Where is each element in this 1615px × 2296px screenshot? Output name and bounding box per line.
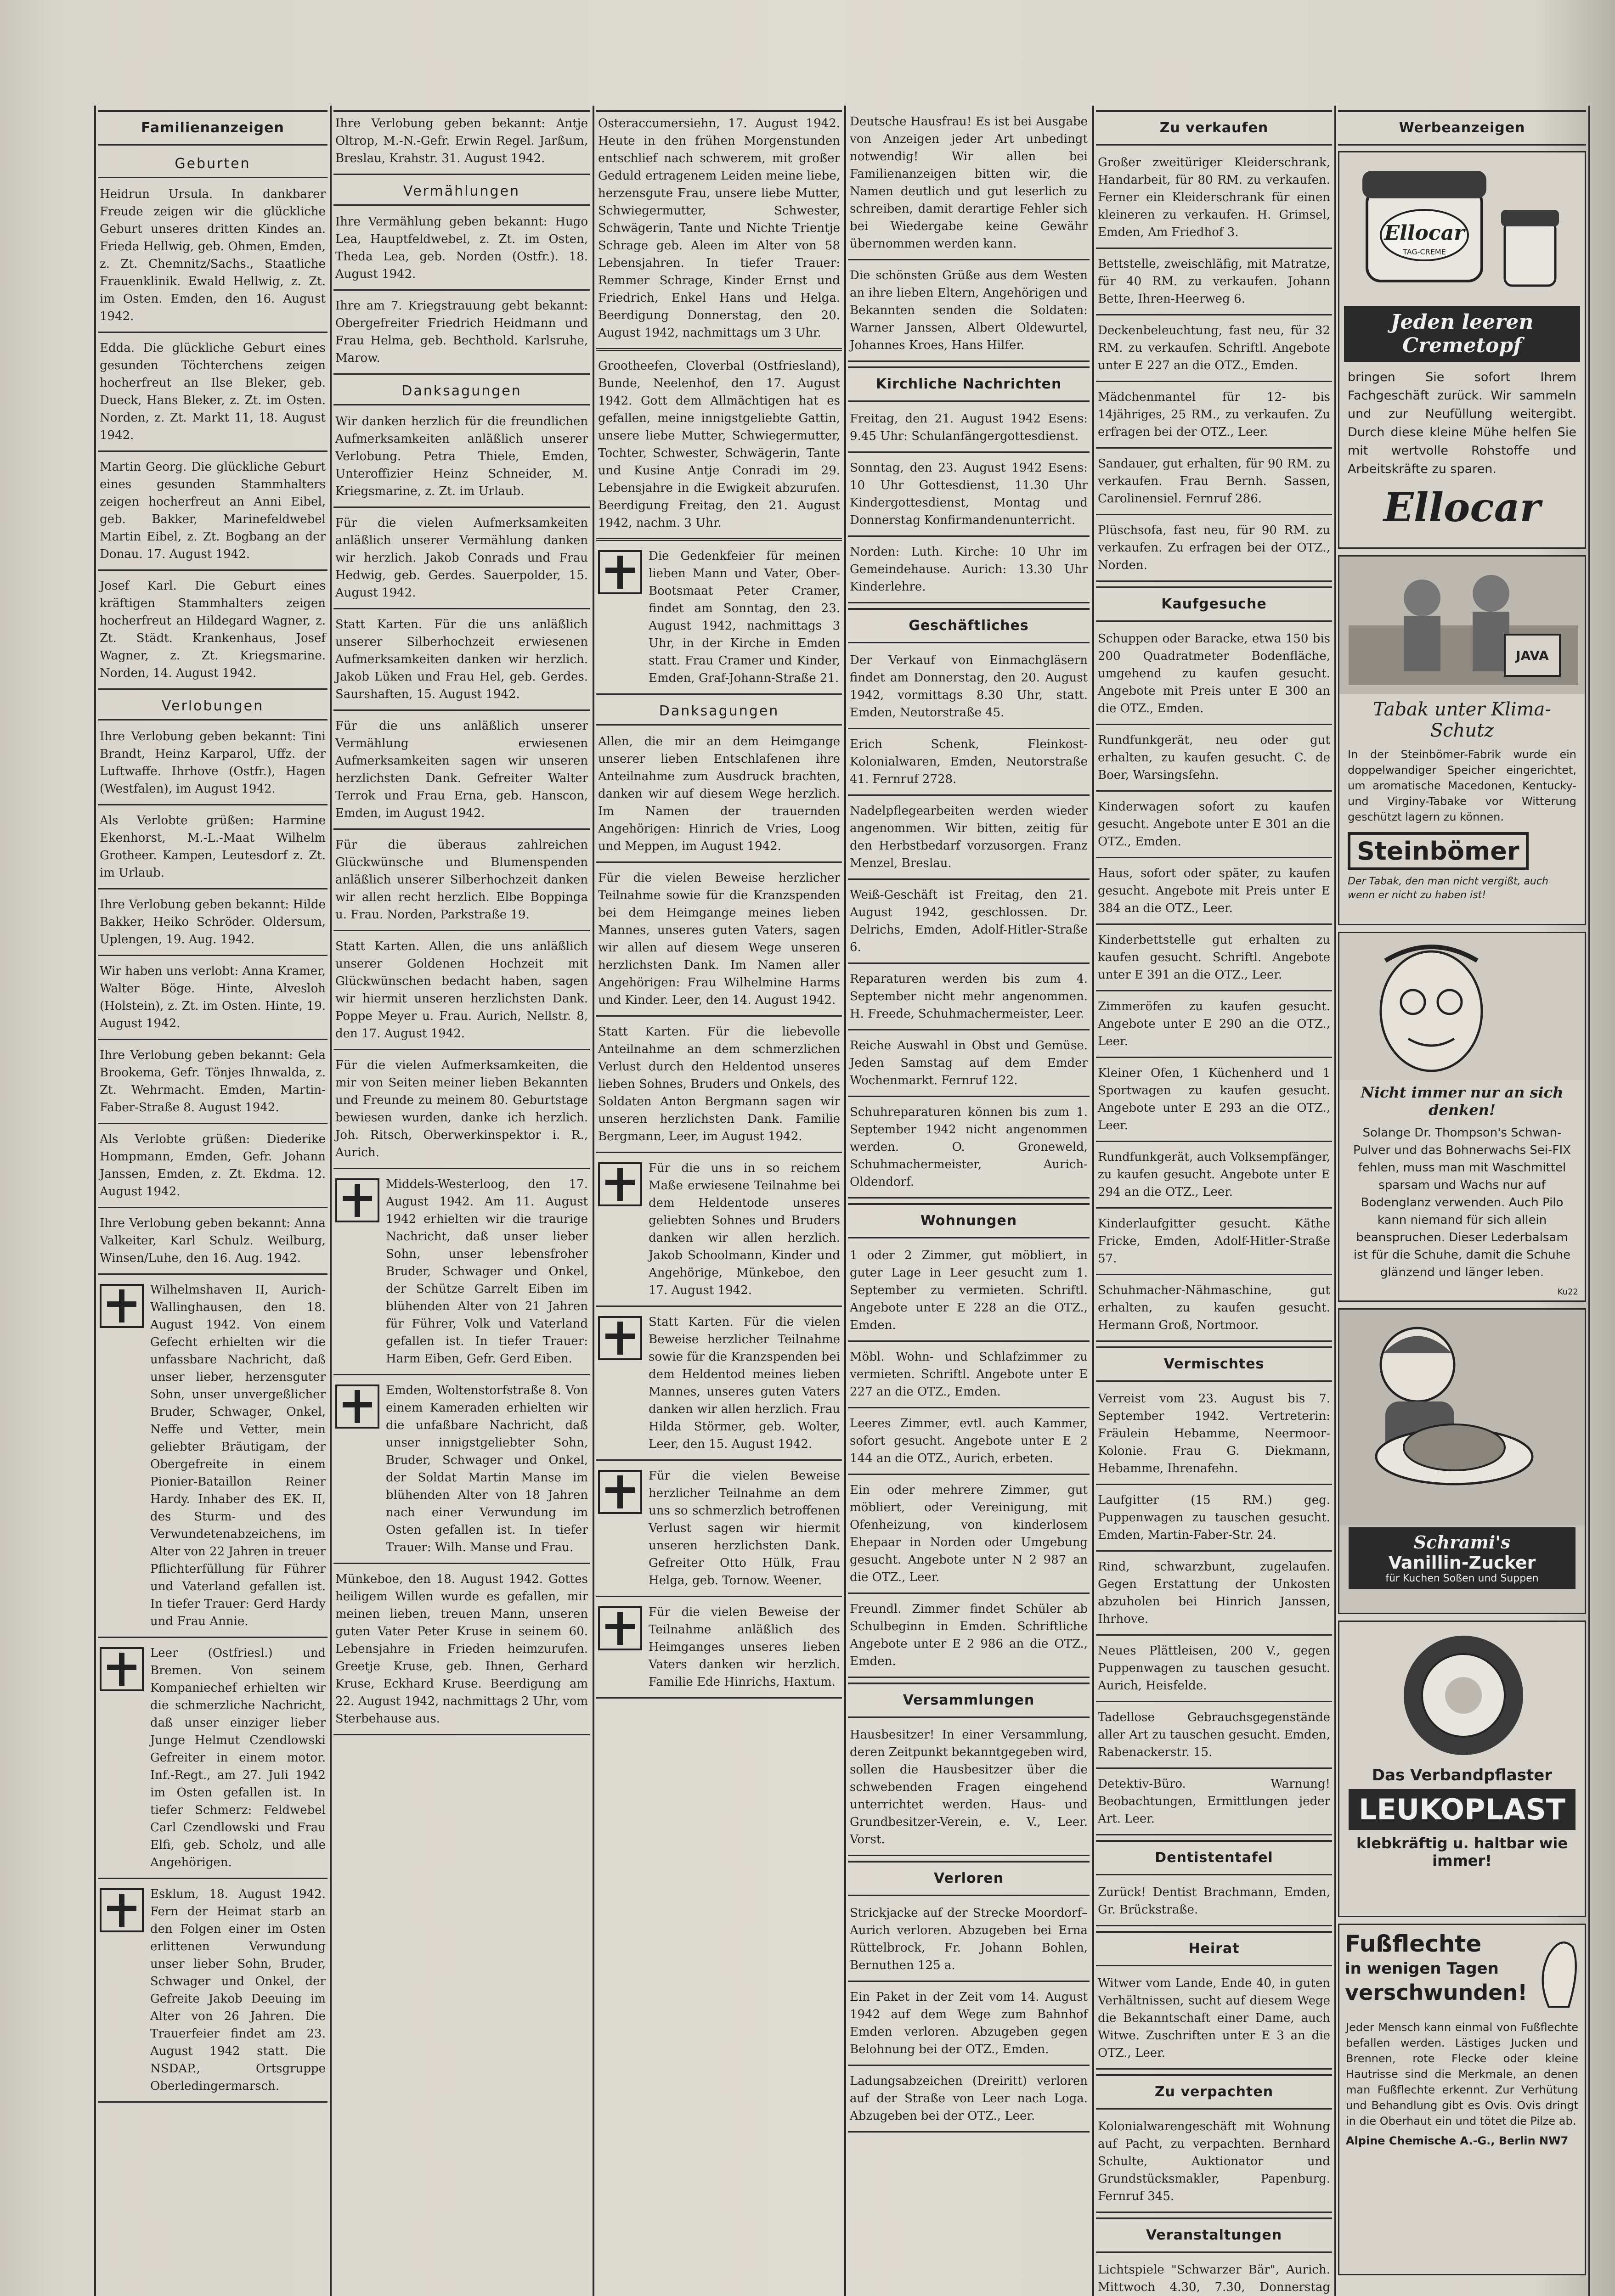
thanks-notice: Allen, die mir an dem Heimgange unserer lieben Entschlafenen ihre Anteilnahme zum Ausdruck brachten, danken wir auf diesem Wege herzlich. Im Namen der trauernden Angehörigen: Hinrich de Vries, Loog und Meppen, im August 1942. xyxy=(596,730,842,863)
thanks-notice xyxy=(596,1157,842,1307)
business-ad: Erich Schenk, Fleinkost-Kolonialwaren, Emden, Neutorstraße 41. Fernruf 2728. xyxy=(848,733,1090,796)
thanks-notice: Statt Karten. Allen, die uns anläßlich unserer Goldenen Hochzeit mit Glückwünschen bedacht haben, sagen wir hiermit unseren herzlichsten Dank. Poppe Meyer u. Frau. Aurich, Nellstr. 8, den 17. August 1942. xyxy=(333,935,590,1050)
thanks-notice xyxy=(596,1601,842,1699)
business-ad: Der Verkauf von Einmachgläsern findet am Donnerstag, den 20. August 1942, vormittags 8.30 Uhr, statt. Emden, Neutorstraße 45. xyxy=(848,649,1090,729)
column-church-business xyxy=(848,106,1090,2296)
ellocar-logo: Ellocar xyxy=(1383,484,1541,531)
thanks-notice: Statt Karten. Für die uns anläßlich unserer Silberhochzeit erwiesenen Aufmerksamkeiten danken wir herzlich. Jakob Lüken und Frau Hel, geb. Gerdes. Saurshaften, 15. August 1942. xyxy=(333,613,590,711)
section-header-ads: Werbeanzeigen xyxy=(1338,110,1586,146)
notice: Deutsche Hausfrau! Es ist bei Ausgabe von Anzeigen jeder Art unbedingt notwendig! Wir allen bei Familienanzeigen bitten wir, die Namen deutlich und gut leserlich zu schreiben, damit derartige Fehler sich bei Wiedergabe keine Gewähr übernommen werden kann. xyxy=(848,110,1090,260)
housing-ad: Freundl. Zimmer findet Schüler ab Schulbeginn in Emden. Schriftliche Angebote unter E 2 986 an die OTZ., Emden. xyxy=(848,1598,1090,1678)
housing-ad: 1 oder 2 Zimmer, gut möbliert, in guter Lage in Leer gesucht zum 1. September zu vermieten. Schriftl. Angebote unter E 228 an die OTZ., Emden. xyxy=(848,1244,1090,1342)
iron-cross-icon xyxy=(598,1162,642,1206)
leuko-tag: klebkräftig u. haltbar wie immer! xyxy=(1356,1835,1568,1869)
thanks-notice xyxy=(596,1464,842,1597)
lost-notice: Ladungsabzeichen (Dreiritt) verloren auf der Straße von Leer nach Loga. Abzugeben bei der OTZ., Leer. xyxy=(848,2070,1090,2133)
iron-cross-icon xyxy=(335,1384,379,1429)
birth-notice: Martin Georg. Die glückliche Geburt eines gesunden Stammhalters zeigen hocherfreut an Anni Eibel, geb. Bakker, Marinefeldwebel Martin Eibel, z. Zt. Bogbang an der Donau. 17. August 1942. xyxy=(98,456,328,571)
event-ad: Lichtspiele "Schwarzer Bär", Aurich. Mittwoch 4.30, 7.30, Donnerstag xyxy=(1096,2258,1332,2296)
lost-notice: Strickjacke auf der Strecke Moordorf–Aurich verloren. Abzugeben bei Erna Rüttelbrock, Fr. Johann Bohlen, Bernuthen 125 a. xyxy=(848,1902,1090,1982)
engagement-notice: Als Verlobte grüßen: Harmine Ekenhorst, M.-L.-Maat Wilhelm Grotheer. Kampen, Leutesdorf z. Zt. im Urlaub. xyxy=(98,809,328,889)
vanillin-name: Vanillin-Zucker xyxy=(1388,1553,1536,1573)
iron-cross-icon xyxy=(100,1647,144,1691)
engagement-notice: Als Verlobte grüßen: Diederike Hompmann, Emden, Gefr. Johann Janssen, Emden, z. Zt. Ekdma. 12. August 1942. xyxy=(98,1128,328,1208)
memorial-notice-text: Die Gedenkfeier für meinen lieben Mann und Vater, Ober-Bootsmaat Peter Cramer, findet am Sonntag, den 23. August 1942, nachmittags 3 Uhr, in der Kirche in Emden statt. Frau Cramer und Kinder, Emden, Graf-Johann-Straße 21. xyxy=(649,549,840,685)
iron-cross-icon xyxy=(598,1606,642,1650)
misc-ad: Rind, schwarzbunt, zugelaufen. Gegen Erstattung der Unkosten abzuholen bei Hinrich Janssen, Ihrhove. xyxy=(1096,1555,1332,1636)
section-header-lease: Zu verpachten xyxy=(1096,2074,1332,2110)
thanks-notice-text: Für die vielen Beweise herzlicher Teilnahme an dem uns so schmerzlich betroffenen Verlust sagen wir hiermit unseren herzlichsten Dank. Gefreiter Otto Hülk, Frau Helga, geb. Tornow. Weener. xyxy=(649,1469,840,1587)
vanillin-sub: für Kuchen Soßen und Suppen xyxy=(1385,1573,1539,1584)
column-deaths-thanks xyxy=(596,106,842,2296)
death-notice: Grootheefen, Cloverbal (Ostfriesland), Bunde, Neelenhof, den 17. August 1942. Gott dem Allmächtigen hat es gefallen, meine innigstgeliebte Gattin, unsere liebe Mutter, Schwiegermutter, Tochter, Schwester, Schwägerin, Tante und Kusine Antje Conradi im 29. Lebensjahre in die Ewigkeit abzurufen. Beerdigung Freitag, den 21. August 1942, nachm. 3 Uhr. xyxy=(596,355,842,541)
vanillin-label xyxy=(1349,1527,1575,1589)
death-notice-text: Esklum, 18. August 1942. Fern der Heimat starb an den Folgen einer im Osten erlittenen Verwundung unser lieber Sohn, Bruder, Schwager und Onkel, der Gefreite Jakob Deeuing im Alter von 26 Jahren. Die Trauerfeier findet am 23. August 1942 statt. Die NSDAP., Ortsgruppe Oberledingermarsch. xyxy=(150,1887,326,2093)
thanks-notice: Für die vielen Aufmerksamkeiten anläßlich unserer Vermählung danken wir herzlich. Jakob Conrads und Frau Hedwig, geb. Gerdes. Sauerpolder, 15. August 1942. xyxy=(333,512,590,609)
notice: Die schönsten Grüße aus dem Westen an ihre lieben Eltern, Angehörigen und Bekannten senden die Soldaten: Warner Janssen, Albert Oldewurtel, Johannes Kroes, Hans Hilfer. xyxy=(848,264,1090,362)
subsection-weddings: Vermählungen xyxy=(333,179,590,206)
wedding-notice: Ihre am 7. Kriegstrauung gebt bekannt: Obergefreiter Friedrich Heidmann und Frau Helma, geb. Bechthold. Karlsruhe, Marow. xyxy=(333,294,590,375)
column-rule xyxy=(330,106,332,2296)
buy-ad: Kleiner Ofen, 1 Küchenherd und 1 Sportwagen zu kaufen gesucht. Angebote unter E 293 an die OTZ., Leer. xyxy=(1096,1062,1332,1142)
ellocar-body: bringen Sie sofort Ihrem Fachgeschäft zurück. Wir sammeln und zur Neufüllung weitergibt. Durch diese kleine Mühe helfen Sie mit wertvolle Rohstoffe und Arbeitskräfte zu sparen. xyxy=(1348,370,1576,476)
java-label: JAVA xyxy=(1516,648,1549,663)
subsection-births: Geburten xyxy=(98,151,328,178)
death-notice xyxy=(98,1642,328,1879)
buy-ad: Zimmeröfen zu kaufen gesucht. Angebote unter E 290 an die OTZ., Leer. xyxy=(1096,995,1332,1058)
business-ad: Nadelpflegearbeiten werden wieder angenommen. Wir bitten, zeitig für den Herbstbedarf vorzusorgen. Franz Menzel, Breslau. xyxy=(848,799,1090,880)
tabak-slogan: Der Tabak, den man nicht vergißt, auch wenn er nicht zu haben ist! xyxy=(1348,876,1548,901)
sell-ad: Sandauer, gut erhalten, für 90 RM. zu verkaufen. Frau Bernh. Sassen, Carolinensiel. Fernruf 286. xyxy=(1096,452,1332,515)
subsection-thanks: Danksagungen xyxy=(333,378,590,405)
death-notice: Münkeboe, den 18. August 1942. Gottes heiligem Willen wurde es gefallen, mir meinen lieben, treuen Mann, unseren guten Vater Peter Kruse in seinem 60. Lebensjahre in Frieden heimzurufen. Greetje Kruse, geb. Ihnen, Gerhard Kruse, Eckhard Kruse. Beerdigung am 22. August 1942, nachmittags 2 Uhr, vom Sterbehause aus. xyxy=(333,1568,590,1735)
column-rule xyxy=(94,106,96,2296)
thanks-notice: Für die vielen Aufmerksamkeiten, die mir von Seiten meiner lieben Bekannten und Freunde zu meinem 80. Geburtstage bewiesen wurden, danke ich herzlich. Joh. Ritsch, Oberwerkinspektor i. R., Aurich. xyxy=(333,1054,590,1169)
sell-ad: Großer zweitüriger Kleiderschrank, Handarbeit, für 80 RM. zu verkaufen. Ferner ein Kleiderschrank für einen kleineren zu verkaufen. H. Grimsel, Emden, Am Friedhof 3. xyxy=(1096,151,1332,249)
buy-ad: Kinderbettstelle gut erhalten zu kaufen gesucht. Schriftl. Angebote unter E 391 an die OTZ., Leer. xyxy=(1096,929,1332,991)
iron-cross-icon xyxy=(598,550,642,594)
sell-ad: Plüschsofa, fast neu, für 90 RM. zu verkaufen. Zu erfragen bei der OTZ., Norden. xyxy=(1096,519,1332,582)
wedding-notice: Ihre Vermählung geben bekannt: Hugo Lea, Hauptfeldwebel, z. Zt. im Osten, Theda Lea, geb. Norden (Ostfr.). 18. August 1942. xyxy=(333,210,590,291)
thanks-notice: Statt Karten. Für die liebevolle Anteilnahme an dem schmerzlichen Verlust durch den Heldentod unseres lieben Sohnes, Bruders und Onkels, des Soldaten Anton Bergmann sagen wir unseren herzlichsten Dank. Familie Bergmann, Leer, im August 1942. xyxy=(596,1020,842,1153)
misc-ad: Verreist vom 23. August bis 7. September 1942. Vertreterin: Fräulein Hebamme, Neermoor-Kolonie. Frau G. Diekmann, Hebamme, Ihrenafehn. xyxy=(1096,1387,1332,1485)
engagement-notice: Ihre Verlobung geben bekannt: Antje Oltrop, M.-N.-Gefr. Erwin Regel. Jarßum, Breslau, Krahstr. 31. August 1942. xyxy=(333,110,590,175)
subsection-thanks: Danksagungen xyxy=(596,698,842,726)
section-header-marriage: Heirat xyxy=(1096,1931,1332,1966)
engagement-notice: Ihre Verlobung geben bekannt: Tini Brandt, Heinz Karparol, Uffz. der Luftwaffe. Ihrhove (Ostfr.), Hagen (Westfalen), im August 1942. xyxy=(98,725,328,805)
section-header-dentist: Dentistentafel xyxy=(1096,1840,1332,1875)
steinboemer-ad xyxy=(1338,555,1586,925)
buy-ad: Kinderwagen sofort zu kaufen gesucht. Angebote unter E 301 an die OTZ., Emden. xyxy=(1096,795,1332,858)
steinboemer-logo: Steinbömer xyxy=(1348,832,1529,870)
cream-jar-icon xyxy=(1339,152,1586,304)
fuss-body: Jeder Mensch kann einmal von Fußflechte befallen werden. Lästiges Jucken und Brennen, rote Flecke oder kleine Hautrisse sind die Merkmale, an denen man Fußflechte erkennt. Zur Verhütung und Behandlung gibt es Ovis. Ovis dringt in die Oberhaut ein und tötet die Pilze ab. xyxy=(1346,2021,1578,2127)
schwan-headline: Nicht immer nur an sich denken! xyxy=(1361,1084,1564,1119)
thanks-notice-text: Statt Karten. Für die vielen Beweise herzlicher Teilnahme sowie für die Kranzspenden bei dem Heldentod meines lieben Mannes, unseres guten Vaters danken wir allen herzlich. Frau Hilda Störmer, geb. Wolter, Leer, den 15. August 1942. xyxy=(649,1315,840,1451)
thanks-notice: Für die uns anläßlich unserer Vermählung erwiesenen Aufmerksamkeiten sagen wir unseren herzlichsten Dank. Gefreiter Walter Terrok und Frau Erna, geb. Hanscon, Emden, im August 1942. xyxy=(333,715,590,830)
engagement-notice: Wir haben uns verlobt: Anna Kramer, Walter Böge. Hinte, Alvesloh (Holstein), z. Zt. im Osten. Hinte, 19. August 1942. xyxy=(98,960,328,1040)
birth-notice: Edda. Die glückliche Geburt eines gesunden Töchterchens zeigen hocherfreut an Ilse Bleker, geb. Dueck, Hans Bleker, z. Zt. im Osten. Norden, z. Zt. Markt 11, 18. August 1942. xyxy=(98,337,328,452)
thanks-notice: Wir danken herzlich für die freundlichen Aufmerksamkeiten anläßlich unserer Verlobung. Petra Thiele, Emden, Unteroffizier Heinz Schneider, M. Kriegsmarine, z. Zt. im Urlaub. xyxy=(333,410,590,508)
death-notice xyxy=(333,1379,590,1564)
buy-ad: Schuppen oder Baracke, etwa 150 bis 200 Quadratmeter Bodenfläche, umgehend zu kaufen gesucht. Angebote mit Preis unter E 300 an die OTZ., Emden. xyxy=(1096,627,1332,725)
schwan-code: Ku22 xyxy=(1557,1287,1578,1297)
death-notice-text: Wilhelmshaven II, Aurich-Wallinghausen, den 18. August 1942. Von einem Gefecht erhielten wir die unfassbare Nachricht, daß unser lieber, herzensguter Sohn, unser unvergeßlicher Bruder, Schwager, Onkel, Neffe und Vetter, mein geliebter Bräutigam, der Obergefreite in einem Pionier-Bataillon Reiner Hardy. Inhaber des EK. II, des Sturm- und des Verwundetenabzeichens, im Alter von 22 Jahren in treuer Pflichterfüllung für Führer und Vaterland gefallen ist. In tiefer Trauer: Gerd Hardy und Frau Annie. xyxy=(150,1283,326,1628)
ovis-fussflechte-ad xyxy=(1338,1924,1586,2275)
subsection-engagements: Verlobungen xyxy=(98,693,328,720)
column-display-ads xyxy=(1338,106,1586,2296)
thanks-notice: Für die vielen Beweise herzlicher Teilnahme sowie für die Kranzspenden bei dem Heimgange meines lieben Mannes, unseres guten Vaters, sagen wir allen auf diesem Wege unseren herzlichsten Dank. Im Namen aller Angehörigen: Frau Wilhelmine Harms und Kinder. Leer, den 14. August 1942. xyxy=(596,867,842,1017)
death-notice xyxy=(98,1278,328,1638)
fuss-head3: verschwunden! xyxy=(1345,1980,1528,2005)
business-ad: Reparaturen werden bis zum 4. September nicht mehr angenommen. H. Freede, Schuhmachermeister, Leer. xyxy=(848,968,1090,1030)
thanks-notice: Für die überaus zahlreichen Glückwünsche und Blumenspenden anläßlich unserer Silberhochzeit danken wir allen recht herzlich. Elbe Boppinga u. Frau. Norden, Parkstraße 19. xyxy=(333,833,590,931)
sell-ad: Mädchenmantel für 12- bis 14jähriges, 25 RM., zu verkaufen. Zu erfragen bei der OTZ., Leer. xyxy=(1096,386,1332,449)
misc-ad: Laufgitter (15 RM.) geg. Puppenwagen zu tauschen gesucht. Emden, Martin-Faber-Str. 24. xyxy=(1096,1489,1332,1552)
leuko-brand: LEUKOPLAST xyxy=(1349,1789,1575,1830)
death-notice-text: Emden, Woltenstorfstraße 8. Von einem Kameraden erhielten wir die unfaßbare Nachricht, daß unser innigstgeliebter Sohn, Bruder, Schwager und Onkel, der Soldat Martin Manse im blühenden Alter von 18 Jahren nach einer Verwundung im Osten gefallen ist. In tiefer Trauer: Wilh. Manse und Frau. xyxy=(386,1384,588,1554)
section-header-meetings: Versammlungen xyxy=(848,1683,1090,1718)
iron-cross-icon xyxy=(598,1316,642,1360)
business-ad: Schuhreparaturen können bis zum 1. September 1942 nicht angenommen werden. O. Groneweld, Schuhmachermeister, Aurich-Oldendorf. xyxy=(848,1101,1090,1199)
business-ad: Weiß-Geschäft ist Freitag, den 21. August 1942, geschlossen. Dr. Delrichs, Emden, Adolf-Hitler-Straße 6. xyxy=(848,884,1090,964)
church-notice: Freitag, den 21. August 1942 Esens: 9.45 Uhr: Schulanfängergottesdienst. xyxy=(848,407,1090,453)
buy-ad: Rundfunkgerät, auch Volksempfänger, zu kaufen gesucht. Angebote unter E 294 an die OTZ., Leer. xyxy=(1096,1146,1332,1209)
housing-ad: Leeres Zimmer, evtl. auch Kammer, sofort gesucht. Angebote unter E 2 144 an die OTZ., Aurich, erbeten. xyxy=(848,1412,1090,1475)
column-weddings-thanks xyxy=(333,106,590,2296)
ellocar-headline: Jeden leeren Cremetopf xyxy=(1344,306,1580,362)
column-rule xyxy=(593,106,594,2296)
leuko-line: Das Verbandpflaster xyxy=(1372,1766,1553,1784)
thanks-notice-text: Für die uns in so reichem Maße erwiesene Teilnahme bei dem Heldentode unseres geliebten Sohnes und Bruders danken wir allen herzlich. Jakob Schoolmann, Kinder und Angehörige, Münkeboe, den 17. August 1942. xyxy=(649,1161,840,1297)
column-rule xyxy=(1334,106,1336,2296)
schwan-body: Solange Dr. Thompson's Schwan-Pulver und das Bohnerwachs Sei-FIX fehlen, muss man mit Waschmittel sparsam und Wachs nur auf Bodenglanz verwenden. Auch Pilo kann niemand für sich allein beanspruchen. Dieser Lederbalsam ist für die Schuhe, damit die Schuhe glänzend und länger leben. xyxy=(1353,1126,1571,1279)
misc-ad: Neues Plättleisen, 200 V., gegen Puppenwagen zu tauschen gesucht. Aurich, Heisfelde. xyxy=(1096,1639,1332,1702)
thanks-notice-text: Für die vielen Beweise der Teilnahme anläßlich des Heimganges unseres lieben Vaters danken wir herzlich. Familie Ede Hinrichs, Haxtum. xyxy=(649,1605,840,1689)
housing-ad: Möbl. Wohn- und Schlafzimmer zu vermieten. Schriftl. Angebote unter E 227 an die OTZ., Emden. xyxy=(848,1345,1090,1408)
column-rule xyxy=(1092,106,1094,2296)
schwan-pulver-ad xyxy=(1338,932,1586,1302)
sell-ad: Bettstelle, zweischläfig, mit Matratze, für 40 RM. zu verkaufen. Johann Bette, Ihren-Heerweg 6. xyxy=(1096,253,1332,315)
buy-ad: Schuhmacher-Nähmaschine, gut erhalten, zu kaufen gesucht. Hermann Groß, Nortmoor. xyxy=(1096,1279,1332,1342)
meeting-notice: Hausbesitzer! In einer Versammlung, deren Zeitpunkt bekanntgegeben wird, sollen die Hausbesitzer über die schwebenden Fragen eingehend unterrichtet werden. Haus- und Grundbesitzer-Verein, e. V., Leer. Vorst. xyxy=(848,1723,1090,1856)
church-notice: Norden: Luth. Kirche: 10 Uhr im Gemeindehause. Aurich: 13.30 Uhr Kinderlehre. xyxy=(848,540,1090,603)
fuss-headline xyxy=(1339,1925,1533,2017)
birth-notice: Heidrun Ursula. In dankbarer Freude zeigen wir die glückliche Geburt unseres dritten Kindes an. Frieda Hellwig, geb. Ohmen, Emden, z. Zt. Chemnitz/Sachs., Staatliche Frauenklinik. Ewald Hellwig, z. Zt. im Osten. Emden, den 16. August 1942. xyxy=(98,183,328,333)
iron-cross-icon xyxy=(100,1888,144,1932)
death-notice: Osteraccumersiehn, 17. August 1942. Heute in den frühen Morgenstunden entschlief nach schwerem, mit großer Geduld ertragenem Leiden meine liebe, herzensgute Frau, unsere liebe Mutter, Schwiegermutter, Schwester, Schwägerin, Tante und Nichte Trientje Schrage geb. Aleen im Alter von 58 Lebensjahren. In tiefer Trauer: Remmer Schrage, Kinder Ernst und Friedrich, Enkel Hans und Helga. Beerdigung Donnerstag, den 20. August 1942, nachmittags um 3 Uhr. xyxy=(596,110,842,351)
warehouse-illustration-icon xyxy=(1339,557,1586,694)
vanillin-zucker-ad xyxy=(1338,1308,1586,1614)
misc-ad: Detektiv-Büro. Warnung! Beobachtungen, Ermittlungen jeder Art. Leer. xyxy=(1096,1773,1332,1835)
buy-ad: Rundfunkgerät, neu oder gut erhalten, zu kaufen gesucht. C. de Boer, Warsingsfehn. xyxy=(1096,729,1332,792)
housing-ad: Ein oder mehrere Zimmer, gut möbliert, oder Vereinigung, mit Ofenheizung, von kinderlosem Ehepaar in Norden oder Umgebung gesucht. Angebote unter N 2 987 an die OTZ., Leer. xyxy=(848,1479,1090,1594)
section-header-family: Familienanzeigen xyxy=(98,110,328,146)
business-ad: Reiche Auswahl in Obst und Gemüse. Jeden Samstag auf dem Emder Wochenmarkt. Fernruf 122. xyxy=(848,1034,1090,1097)
section-header-events: Veranstaltungen xyxy=(1096,2217,1332,2253)
church-notice: Sonntag, den 23. August 1942 Esens: 10 Uhr Gottesdienst, 11.30 Uhr Kindergottesdienst, Montag und Donnerstag Konfirmandenunterricht. xyxy=(848,456,1090,537)
buy-ad: Kinderlaufgitter gesucht. Käthe Fricke, Emden, Adolf-Hitler-Straße 57. xyxy=(1096,1212,1332,1275)
iron-cross-icon xyxy=(598,1470,642,1514)
leukoplast-ad xyxy=(1338,1621,1586,1917)
fuss-company: Alpine Chemische A.-G., Berlin NW7 xyxy=(1346,2134,1569,2147)
marriage-ad: Witwer vom Lande, Ende 40, in guten Verhältnissen, sucht auf diesem Wege die Bekanntschaft einer Dame, auch Witwe. Zuschriften unter E 3 an die OTZ., Leer. xyxy=(1096,1972,1332,2070)
section-header-sell: Zu verkaufen xyxy=(1096,110,1332,146)
engagement-notice: Ihre Verlobung geben bekannt: Gela Brookema, Gefr. Tönjes Ihnwalda, z. Zt. Wehrmacht. Emden, Martin-Faber-Straße 8. August 1942. xyxy=(98,1044,328,1124)
section-header-business: Geschäftliches xyxy=(848,608,1090,643)
column-rule xyxy=(1588,106,1590,2296)
bandage-roll-icon xyxy=(1339,1622,1586,1764)
lease-ad: Kolonialwarengeschäft mit Wohnung auf Pacht, zu verpachten. Bernhard Schulte, Auktionator und Grundstücksmakler, Papenburg. Fernruf 345. xyxy=(1096,2115,1332,2213)
misc-ad: Tadellose Gebrauchsgegenstände aller Art zu tauschen gesucht. Emden, Rabenackerstr. 15. xyxy=(1096,1706,1332,1769)
thanks-notice xyxy=(596,1311,842,1461)
fuss-head1: Fußflechte xyxy=(1345,1930,1482,1957)
column-classifieds xyxy=(1096,106,1332,2296)
sell-ad: Deckenbeleuchtung, fast neu, für 32 RM. zu verkaufen. Schriftl. Angebote unter E 227 an die OTZ., Emden. xyxy=(1096,319,1332,382)
death-notice-text: Leer (Ostfriesl.) und Bremen. Von seinem Kompaniechef erhielten wir die schmerzliche Nachricht, daß unser einziger lieber Junge Helmut Czendlowski Gefreiter in einem motor. Inf.-Regt., am 27. Juli 1942 im Osten gefallen ist. In tiefer Schmerz: Feldwebel Carl Czendlowski und Frau Elfi, geb. Scholz, und alle Angehörigen. xyxy=(150,1646,326,1869)
section-header-buy: Kaufgesuche xyxy=(1096,586,1332,622)
death-notice xyxy=(333,1173,590,1375)
section-header-church: Kirchliche Nachrichten xyxy=(848,366,1090,402)
death-notice-text: Middels-Westerloog, den 17. August 1942. Am 11. August 1942 erhielten wir die traurige Nachricht, daß unser lieber Sohn, unser lebensfroher Bruder, Schwager und Onkel, der Schütze Garrelt Eiben im blühenden Alter von 21 Jahren für Führer, Volk und Vaterland gefallen ist. In tiefer Trauer: Harm Eiben, Gefr. Gerd Eiben. xyxy=(386,1177,588,1366)
column-family-births xyxy=(98,106,328,2296)
tabak-body: In der Steinbömer-Fabrik wurde ein doppelwandiger Speicher eingerichtet, um aromatische Macedonen, Kentucky- und Virginy-Tabake vor Witterung geschützt lagern zu können. xyxy=(1348,748,1576,823)
memorial-notice xyxy=(596,545,842,695)
section-header-misc: Vermischtes xyxy=(1096,1346,1332,1382)
iron-cross-icon xyxy=(100,1284,144,1328)
engagement-notice: Ihre Verlobung geben bekannt: Anna Valkeiter, Karl Schulz. Weilburg, Winsen/Luhe, den 16. Aug. 1942. xyxy=(98,1212,328,1275)
child-with-cake-icon xyxy=(1339,1310,1586,1525)
man-portrait-icon xyxy=(1339,933,1586,1080)
section-header-lost: Verloren xyxy=(848,1861,1090,1896)
jar-label: Ellocar xyxy=(1384,221,1465,245)
fuss-head2: in wenigen Tagen xyxy=(1345,1959,1499,1978)
birth-notice: Josef Karl. Die Geburt eines kräftigen Stammhalters zeigen hocherfreut an Hildegard Wagner, z. Zt. Städt. Krankenhaus, Josef Wagner, z. Zt. Kriegsmarine. Norden, 14. August 1942. xyxy=(98,574,328,690)
engagement-notice: Ihre Verlobung geben bekannt: Hilde Bakker, Heiko Schröder. Oldersum, Uplengen, 19. Aug. 1942. xyxy=(98,893,328,956)
buy-ad: Haus, sofort oder später, zu kaufen gesucht. Angebote mit Preis unter E 384 an die OTZ., Leer. xyxy=(1096,862,1332,925)
foot-icon xyxy=(1533,1925,1585,2017)
vanillin-brand: Schrami's xyxy=(1413,1532,1511,1553)
column-rule xyxy=(844,106,846,2296)
iron-cross-icon xyxy=(335,1178,379,1222)
jar-sublabel: TAG-CREME xyxy=(1403,248,1446,256)
tabak-headline: Tabak unter Klima-Schutz xyxy=(1373,699,1551,741)
dentist-ad: Zurück! Dentist Brachmann, Emden, Gr. Brückstraße. xyxy=(1096,1881,1332,1926)
section-header-housing: Wohnungen xyxy=(848,1203,1090,1238)
death-notice xyxy=(98,1883,328,2103)
ellocar-ad xyxy=(1338,151,1586,549)
lost-notice: Ein Paket in der Zeit vom 14. August 1942 auf dem Wege zum Bahnhof Emden verloren. Abzugeben gegen Belohnung bei der OTZ., Emden. xyxy=(848,1986,1090,2066)
